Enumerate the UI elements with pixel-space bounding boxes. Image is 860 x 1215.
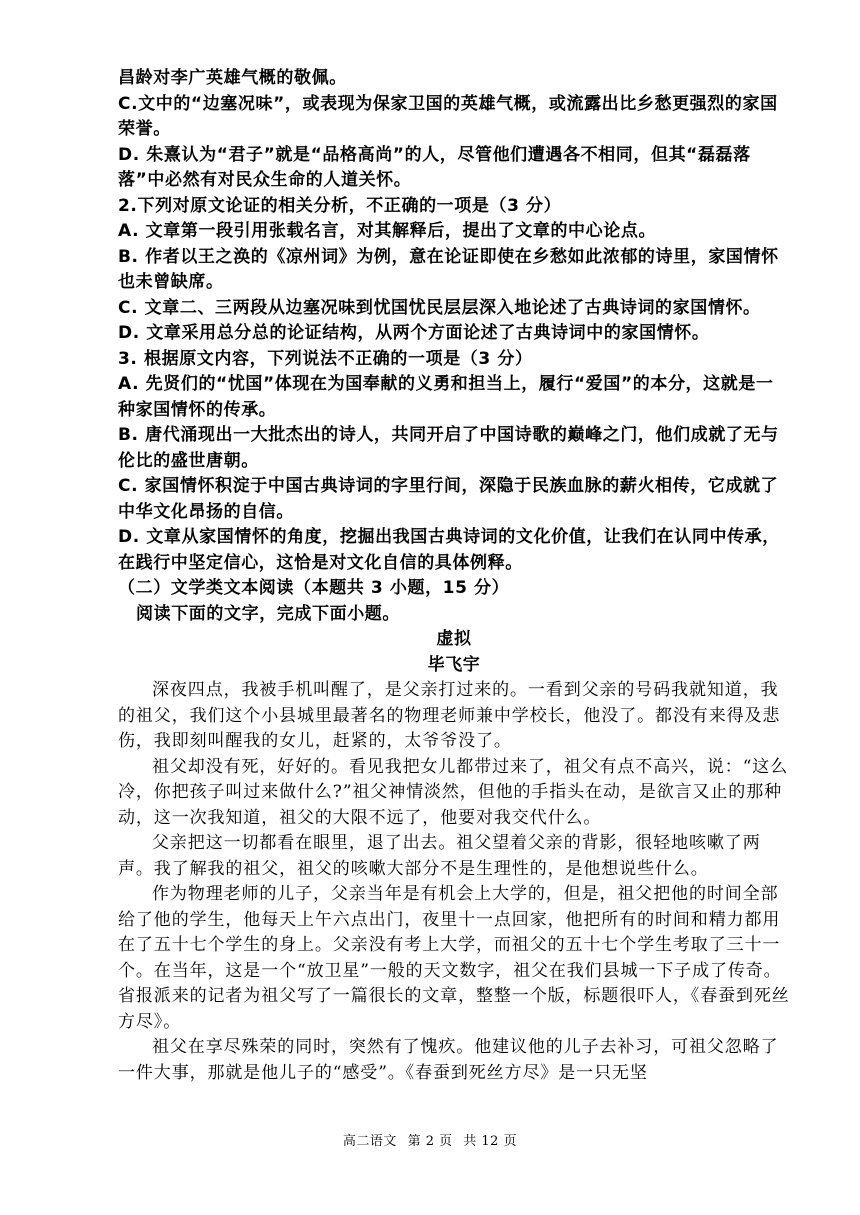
footer-subject: 高二语文	[342, 1134, 397, 1149]
footer-total-pages: 共 12 页	[463, 1134, 518, 1149]
q2-option-b: B. 作者以王之涣的《凉州词》为例，意在论证即使在乡愁如此浓郁的诗里，家国情怀也未曾缺席。	[118, 246, 779, 292]
page-content	[118, 66, 790, 1086]
question-3: 3. 根据原文内容，下列说法不正确的一项是（3 分）	[118, 348, 533, 369]
section-heading: （二）文学类文本阅读（本题共 3 小题，15 分）	[118, 578, 510, 598]
q3-option-a: A. 先贤们的“忧国”体现在为国奉献的义勇和担当上，履行“爱国”的本分，这就是一种家国情怀的传承。	[118, 374, 774, 420]
option-d: D. 朱熹认为“君子”就是“品格高尚”的人，尽管他们遭遇各不相同，但其“磊磊落落”中必然有对民众生命的人道关怀。	[118, 144, 751, 190]
story-paragraph: 祖父却没有死，好好的。看见我把女儿都带过来了，祖父有点不高兴，说：“这么冷，你把孩子叫过来做什么?”祖父神情淡然，但他的手指头在动，是欲言又止的那种动，这一次我知道，祖父的大限不远了，他要对我交代什么。	[118, 756, 789, 828]
question-2: 2.下列对原文论证的相关分析，不正确的一项是（3 分）	[118, 195, 562, 216]
q2-option-d: D. 文章采用总分总的论证结构，从两个方面论述了古典诗词中的家国情怀。	[118, 323, 710, 343]
story-paragraph: 作为物理老师的儿子，父亲当年是有机会上大学的，但是，祖父把他的时间全部给了他的学生，他每天上午六点出门，夜里十一点回家，他把所有的时间和精力都用在了五十七个学生的身上。父亲没有考上大学，而祖父的五十七个学生考取了三十一个。在当年，这是一个“放卫星”一般的天文数字，祖父在我们县城一下子成了传奇。省报派来的记者为祖父写了一篇很长的文章，整整一个版，标题很吓人，《春蚕到死丝方尽》。	[118, 884, 790, 1032]
story-paragraph: 祖父在享尽殊荣的同时，突然有了愧疚。他建议他的儿子去补习，可祖父忽略了一件大事，那就是他儿子的“感受”。《春蚕到死丝方尽》是一只无坚	[118, 1037, 779, 1083]
story-paragraph: 父亲把这一切都看在眼里，退了出去。祖父望着父亲的背影，很轻地咳嗽了两声。我了解我的祖父，祖父的咳嗽大部分不是生理性的，是他想说些什么。	[118, 833, 761, 879]
q3-option-c: C. 家国情怀积淀于中国古典诗词的字里行间，深隐于民族血脉的薪火相传，它成就了中华文化昂扬的自信。	[118, 476, 779, 522]
q2-option-a: A. 文章第一段引用张载名言，对其解释后，提出了文章的中心论点。	[118, 221, 657, 241]
q3-option-d: D. 文章从家国情怀的角度，挖掘出我国古典诗词的文化价值，让我们在认同中传承，在践行中坚定信心，这恰是对文化自信的具体例释。	[118, 527, 780, 573]
story-author: 毕飞宇	[427, 654, 481, 675]
story-paragraph: 深夜四点，我被手机叫醒了，是父亲打过来的。一看到父亲的号码我就知道，我的祖父，我们这个小县城里最著名的物理老师兼中学校长，他没了。都没有来得及悲伤，我即刻叫醒我的女儿，赶紧的，太爷爷没了。	[118, 680, 781, 751]
reading-instruction: 阅读下面的文字，完成下面小题。	[136, 603, 400, 624]
footer-page-number: 第 2 页	[407, 1134, 453, 1149]
q3-option-b: B. 唐代涌现出一大批杰出的诗人，共同开启了中国诗歌的巅峰之门，他们成就了无与伦比的盛世唐朝。	[118, 425, 779, 471]
page-footer	[0, 1130, 860, 1149]
story-title: 虚拟	[436, 629, 472, 649]
story-body	[118, 678, 790, 1086]
option-c: C.文中的“边塞况味”，或表现为保家卫国的英雄气概，或流露出比乡愁更强烈的家国荣誉。	[118, 93, 778, 139]
q2-option-c: C. 文章二、三两段从边塞况味到忧国忧民层层深入地论述了古典诗词的家国情怀。	[118, 297, 761, 318]
text-line: 昌龄对李广英雄气概的敬佩。	[118, 68, 347, 88]
